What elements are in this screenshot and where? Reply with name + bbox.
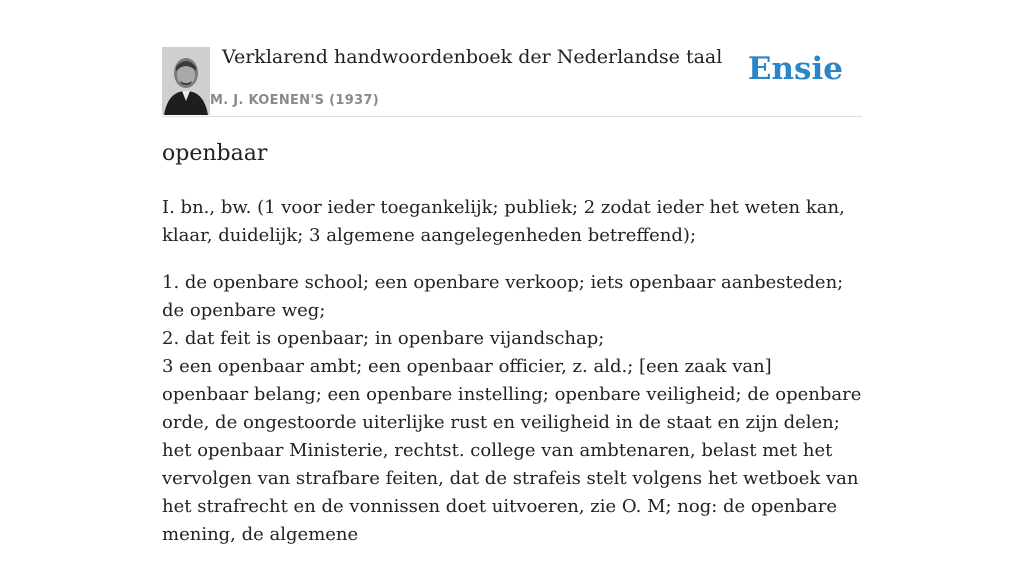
definition-sense: 3 een openbaar ambt; een openbaar officier, z. ald.; [een zaak van] openbaar belang; een openbare instelling; openbare veiligheid; de openbare orde, de ongestoorde uiterlijke rust en veiligheid in de staat en zijn delen; het openbaar Ministerie, rechtst. college van ambtenaren, belast met het vervolgen van strafbare feiten, dat de strafeis stelt volgens het wetboek van het strafrecht en de vonnissen doet uitvoeren, zie O. M; nog: de openbare mening, de algemene [162,356,862,545]
entry-headword: openbaar [162,141,268,166]
entry-definition [162,194,862,568]
author-portrait-icon [162,47,210,115]
definition-sense: 2. dat feit is openbaar; in openbare vijandschap; [162,328,605,349]
ensie-logo-link[interactable]: Ensie [747,51,843,87]
definition-sense: 1. de openbare school; een openbare verkoop; iets openbaar aanbesteden; de openbare weg; [162,272,844,321]
definition-intro: I. bn., bw. (1 voor ieder toegankelijk; publiek; 2 zodat ieder het weten kan, klaar, duidelijk; 3 algemene aangelegenheden betreffend); [162,197,845,246]
book-title: Verklarend handwoordenboek der Nederlandse taal [222,46,723,68]
dictionary-header [162,0,862,117]
page-content [162,0,862,545]
definition-senses [162,269,862,549]
author-label: M. J. KOENEN'S (1937) [210,93,379,108]
